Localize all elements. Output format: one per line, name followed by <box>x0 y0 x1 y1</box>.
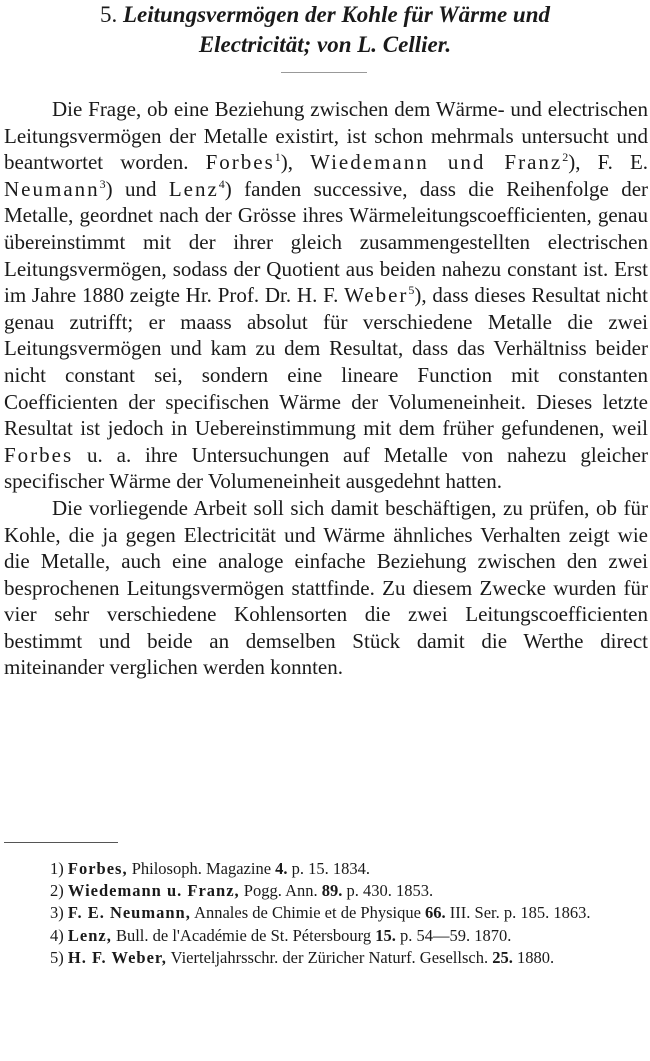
footnote-ref-5[interactable]: 5 <box>408 283 415 298</box>
footnote-volume: 15. <box>375 925 396 945</box>
footnote-pages: III. Ser. p. 185. 1863. <box>449 903 591 923</box>
author-neumann: Neumann <box>4 176 100 201</box>
footnote-3 <box>4 902 648 924</box>
title-text-2: Electricität; von L. Cellier. <box>198 32 452 57</box>
footnote-author: Wiedemann u. Franz, <box>67 881 240 901</box>
title-separator <box>281 72 367 73</box>
footnote-number: 5) <box>50 947 64 967</box>
footnote-ref-4[interactable]: 4 <box>218 176 225 191</box>
footnote-2 <box>4 880 648 902</box>
author-weber: Weber <box>344 283 409 308</box>
footnote-author: Forbes, <box>67 859 128 878</box>
p1-punct-1: ), <box>280 150 293 175</box>
paragraph-2: Die vorliegende Arbeit soll sich damit beschäftigen, zu prüfen, ob für Kohle, die ja gegen Electricität und Wärme ähnliches Verhalten zeigt wie die Metalle, auch eine analoge einfache Beziehung zwischen den zwei besprochenen Leitungsvermögen stattfinde. Zu diesem Zwecke wurden für vier sehr verschiedene Kohlensorten die zwei Leitungscoefficienten bestimmt und beide an demselben Stück damit die Werthe direct miteinander verglichen werden konnten. <box>4 495 648 680</box>
footnote-pages: 1880. <box>516 947 555 967</box>
footnotes <box>4 858 648 969</box>
footnote-4 <box>4 925 648 947</box>
footnote-source: Philosoph. Magazine <box>131 859 272 878</box>
title-line-2 <box>0 30 650 60</box>
author-forbes: Forbes <box>205 150 275 175</box>
author-forbes-2: Forbes <box>4 442 74 467</box>
footnote-source: Bull. de l'Académie de St. Pétersbourg <box>115 925 372 945</box>
footnote-author: H. F. Weber, <box>67 947 167 967</box>
footnote-ref-2[interactable]: 2 <box>562 150 569 165</box>
article-body <box>4 96 648 681</box>
p1-sentence-2: ) fanden successive, dass die Reihenfolge der Metalle, geordnet nach der Grösse ihres Wärmeleitungscoefficienten, genau übereinstimmt mit der ihrer gleich zusammengestellten electrischen Leitungsvermögen, sodass der Quotient aus beiden nahezu constant ist. Erst im Jahre 1880 zeigte Hr. Prof. Dr. H. F. <box>4 176 649 308</box>
footnote-pages: p. 54—59. 1870. <box>400 925 512 945</box>
footnote-number: 1) <box>50 859 64 878</box>
title-line-1 <box>0 0 650 30</box>
footnote-ref-1[interactable]: 1 <box>274 150 281 165</box>
footnote-pages: p. 15. 1834. <box>291 859 371 878</box>
p1-sentence-3: ), dass dieses Resultat nicht genau zutrifft; er maass absolut für verschiedene Metalle die zwei Leitungsvermögen und kam zu dem Resultat, dass das Verhältniss beider nicht constant sei, sondern eine lineare Function mit constanten Coefficienten der specifischen Wärme der Volumeneinheit. Dieses letzte Resultat ist jedoch in Uebereinstimmung mit dem früher gefundenen, weil <box>4 283 649 441</box>
author-lenz: Lenz <box>168 176 219 201</box>
p1-punct-3: ) und <box>105 176 157 201</box>
footnote-author: F. E. Neumann, <box>67 903 191 923</box>
article-number: 5. <box>99 2 118 27</box>
footnote-pages: p. 430. 1853. <box>346 881 434 901</box>
footnote-volume: 4. <box>275 859 288 878</box>
footnote-volume: 66. <box>425 903 446 923</box>
footnote-volume: 25. <box>492 947 513 967</box>
footnote-volume: 89. <box>321 881 343 901</box>
article-title <box>0 0 650 60</box>
footnote-1 <box>4 858 648 880</box>
p1-punct-2: ), F. E. <box>568 150 649 175</box>
author-wiedemann-franz: Wiedemann und Franz <box>310 150 563 175</box>
footnote-source: Annales de Chimie et de Physique <box>194 903 421 923</box>
paragraph-1 <box>4 96 648 495</box>
footnote-source: Vierteljahrsschr. der Züricher Naturf. Gesellsch. <box>170 947 489 967</box>
p1-sentence-1: Die Frage, ob eine Beziehung zwischen dem Wärme- und electrischen Leitungsvermögen der Metalle existirt, ist schon mehrmals untersucht und beantwortet worden. <box>4 97 648 175</box>
footnote-ref-3[interactable]: 3 <box>99 176 106 191</box>
footnote-number: 4) <box>50 925 64 945</box>
p1-sentence-4: u. a. ihre Untersuchungen auf Metalle von nahezu gleicher specifischer Wärme der Volumeneinheit ausgedehnt hatten. <box>4 442 649 494</box>
title-text-1: Leitungsvermögen der Kohle für Wärme und <box>122 2 551 27</box>
footnote-source: Pogg. Ann. <box>243 881 318 901</box>
footnote-author: Lenz, <box>67 925 112 945</box>
footnote-rule <box>4 842 118 843</box>
footnote-number: 3) <box>50 903 64 923</box>
footnote-5 <box>4 947 648 969</box>
footnote-number: 2) <box>50 881 64 901</box>
